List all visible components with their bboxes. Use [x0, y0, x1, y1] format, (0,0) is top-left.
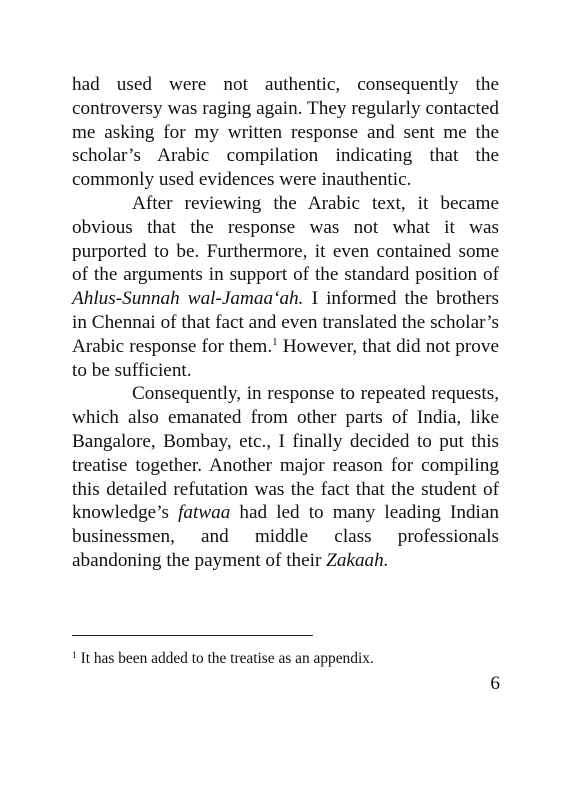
paragraph-3-part-1: Consequently, in response to repeated requests, which also emanated from other parts of India, like Bangalore, Bombay, etc., I finally decided to put this treatise together. Another major reason for compiling this detailed refutation was the fact that the student of knowledge’s: [72, 383, 499, 524]
paragraph-3-part-2: had led to many leading Indian businessmen, and middle class professionals abandoning the payment of their: [72, 502, 499, 571]
footnote-number: 1: [72, 651, 77, 661]
paragraph-2: [72, 192, 499, 382]
term-fatwaa: fatwaa: [178, 502, 231, 524]
term-ahlus-sunnah: Ahlus-Sunnah wal-Jamaa‘ah.: [72, 288, 304, 310]
footnote: [72, 649, 499, 668]
page-number: 6: [490, 673, 500, 694]
paragraph-2-part-1: After reviewing the Arabic text, it became obvious that the response was not what it was purported to be. Furthermore, it even contained some of the arguments in support of the standard position of: [72, 192, 499, 286]
paragraph-2-part-3: However, that did not prove to be sufficient.: [72, 335, 499, 381]
paragraph-1-text: had used were not authentic, consequently the controversy was raging again. They regularly contacted me asking for my written response and sent me the scholar’s Arabic compilation indicating that the commonly used evidences were inauthentic.: [72, 74, 499, 191]
paragraph-2-part-2: I informed the brothers in Chennai of that fact and even translated the scholar’s Arabic response for them.: [72, 288, 499, 357]
footnote-reference: 1: [272, 335, 278, 348]
paragraph-1: [72, 73, 499, 192]
paragraph-3: [72, 382, 499, 572]
body-text: [72, 73, 499, 573]
footnote-divider: [72, 635, 313, 636]
footnote-text: It has been added to the treatise as an appendix.: [76, 650, 374, 667]
term-zakaah: Zakaah.: [326, 549, 389, 571]
